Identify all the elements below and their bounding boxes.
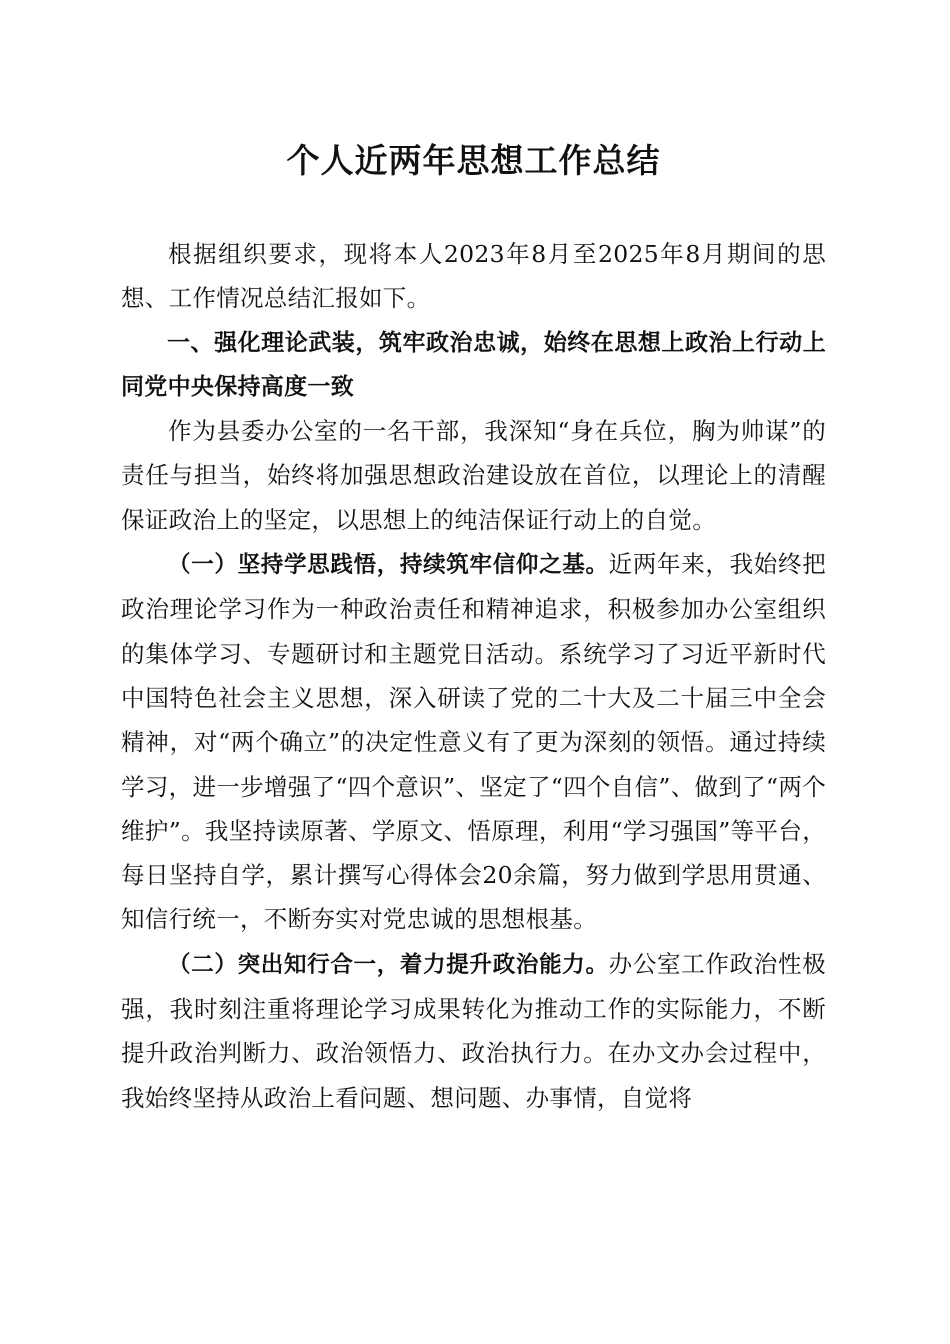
point-2-lead: （二）突出知行合一，着力提升政治能力。 (168, 951, 609, 978)
point-2-paragraph (121, 942, 826, 1120)
point-1-paragraph (121, 542, 826, 942)
document-title: 个人近两年思想工作总结 (286, 141, 661, 180)
point-2-body: 办公室工作政治性极强，我时刻注重将理论学习成果转化为推动工作的实际能力，不断提升政治判断力、政治领悟力、政治执行力。在办文办会过程中，我始终坚持从政治上看问题、想问题、办事情，自觉将 (121, 949, 826, 1112)
section-1-intro-paragraph: 作为县委办公室的一名干部，我深知“身在兵位，胸为帅谋”的责任与担当，始终将加强思想政治建设放在首位，以理论上的清醒保证政治上的坚定，以思想上的纯洁保证行动上的自觉。 (121, 417, 826, 534)
document-body (121, 232, 826, 1120)
section-1-heading: 一、强化理论武装，筑牢政治忠诚，始终在思想上政治上行动上同党中央保持高度一致 (121, 329, 826, 400)
point-1-body: 近两年来，我始终把政治理论学习作为一种政治责任和精神追求，积极参加办公室组织的集体学习、专题研讨和主题党日活动。系统学习了习近平新时代中国特色社会主义思想，深入研读了党的二十大及二十届三中全会精神，对“两个确立”的决定性意义有了更为深刻的领悟。通过持续学习，进一步增强了“四个意识”、坚定了“四个自信”、做到了“两个维护”。我坚持读原著、学原文、悟原理，利用“学习强国”等平台，每日坚持自学，累计撰写心得体会20余篇，努力做到学思用贯通、知信行统一，不断夯实对党忠诚的思想根基。 (121, 550, 826, 934)
intro-paragraph: 根据组织要求，现将本人2023年8月至2025年8月期间的思想、工作情况总结汇报如下。 (121, 240, 826, 313)
point-1-lead: （一）坚持学思践悟，持续筑牢信仰之基。 (168, 552, 609, 579)
